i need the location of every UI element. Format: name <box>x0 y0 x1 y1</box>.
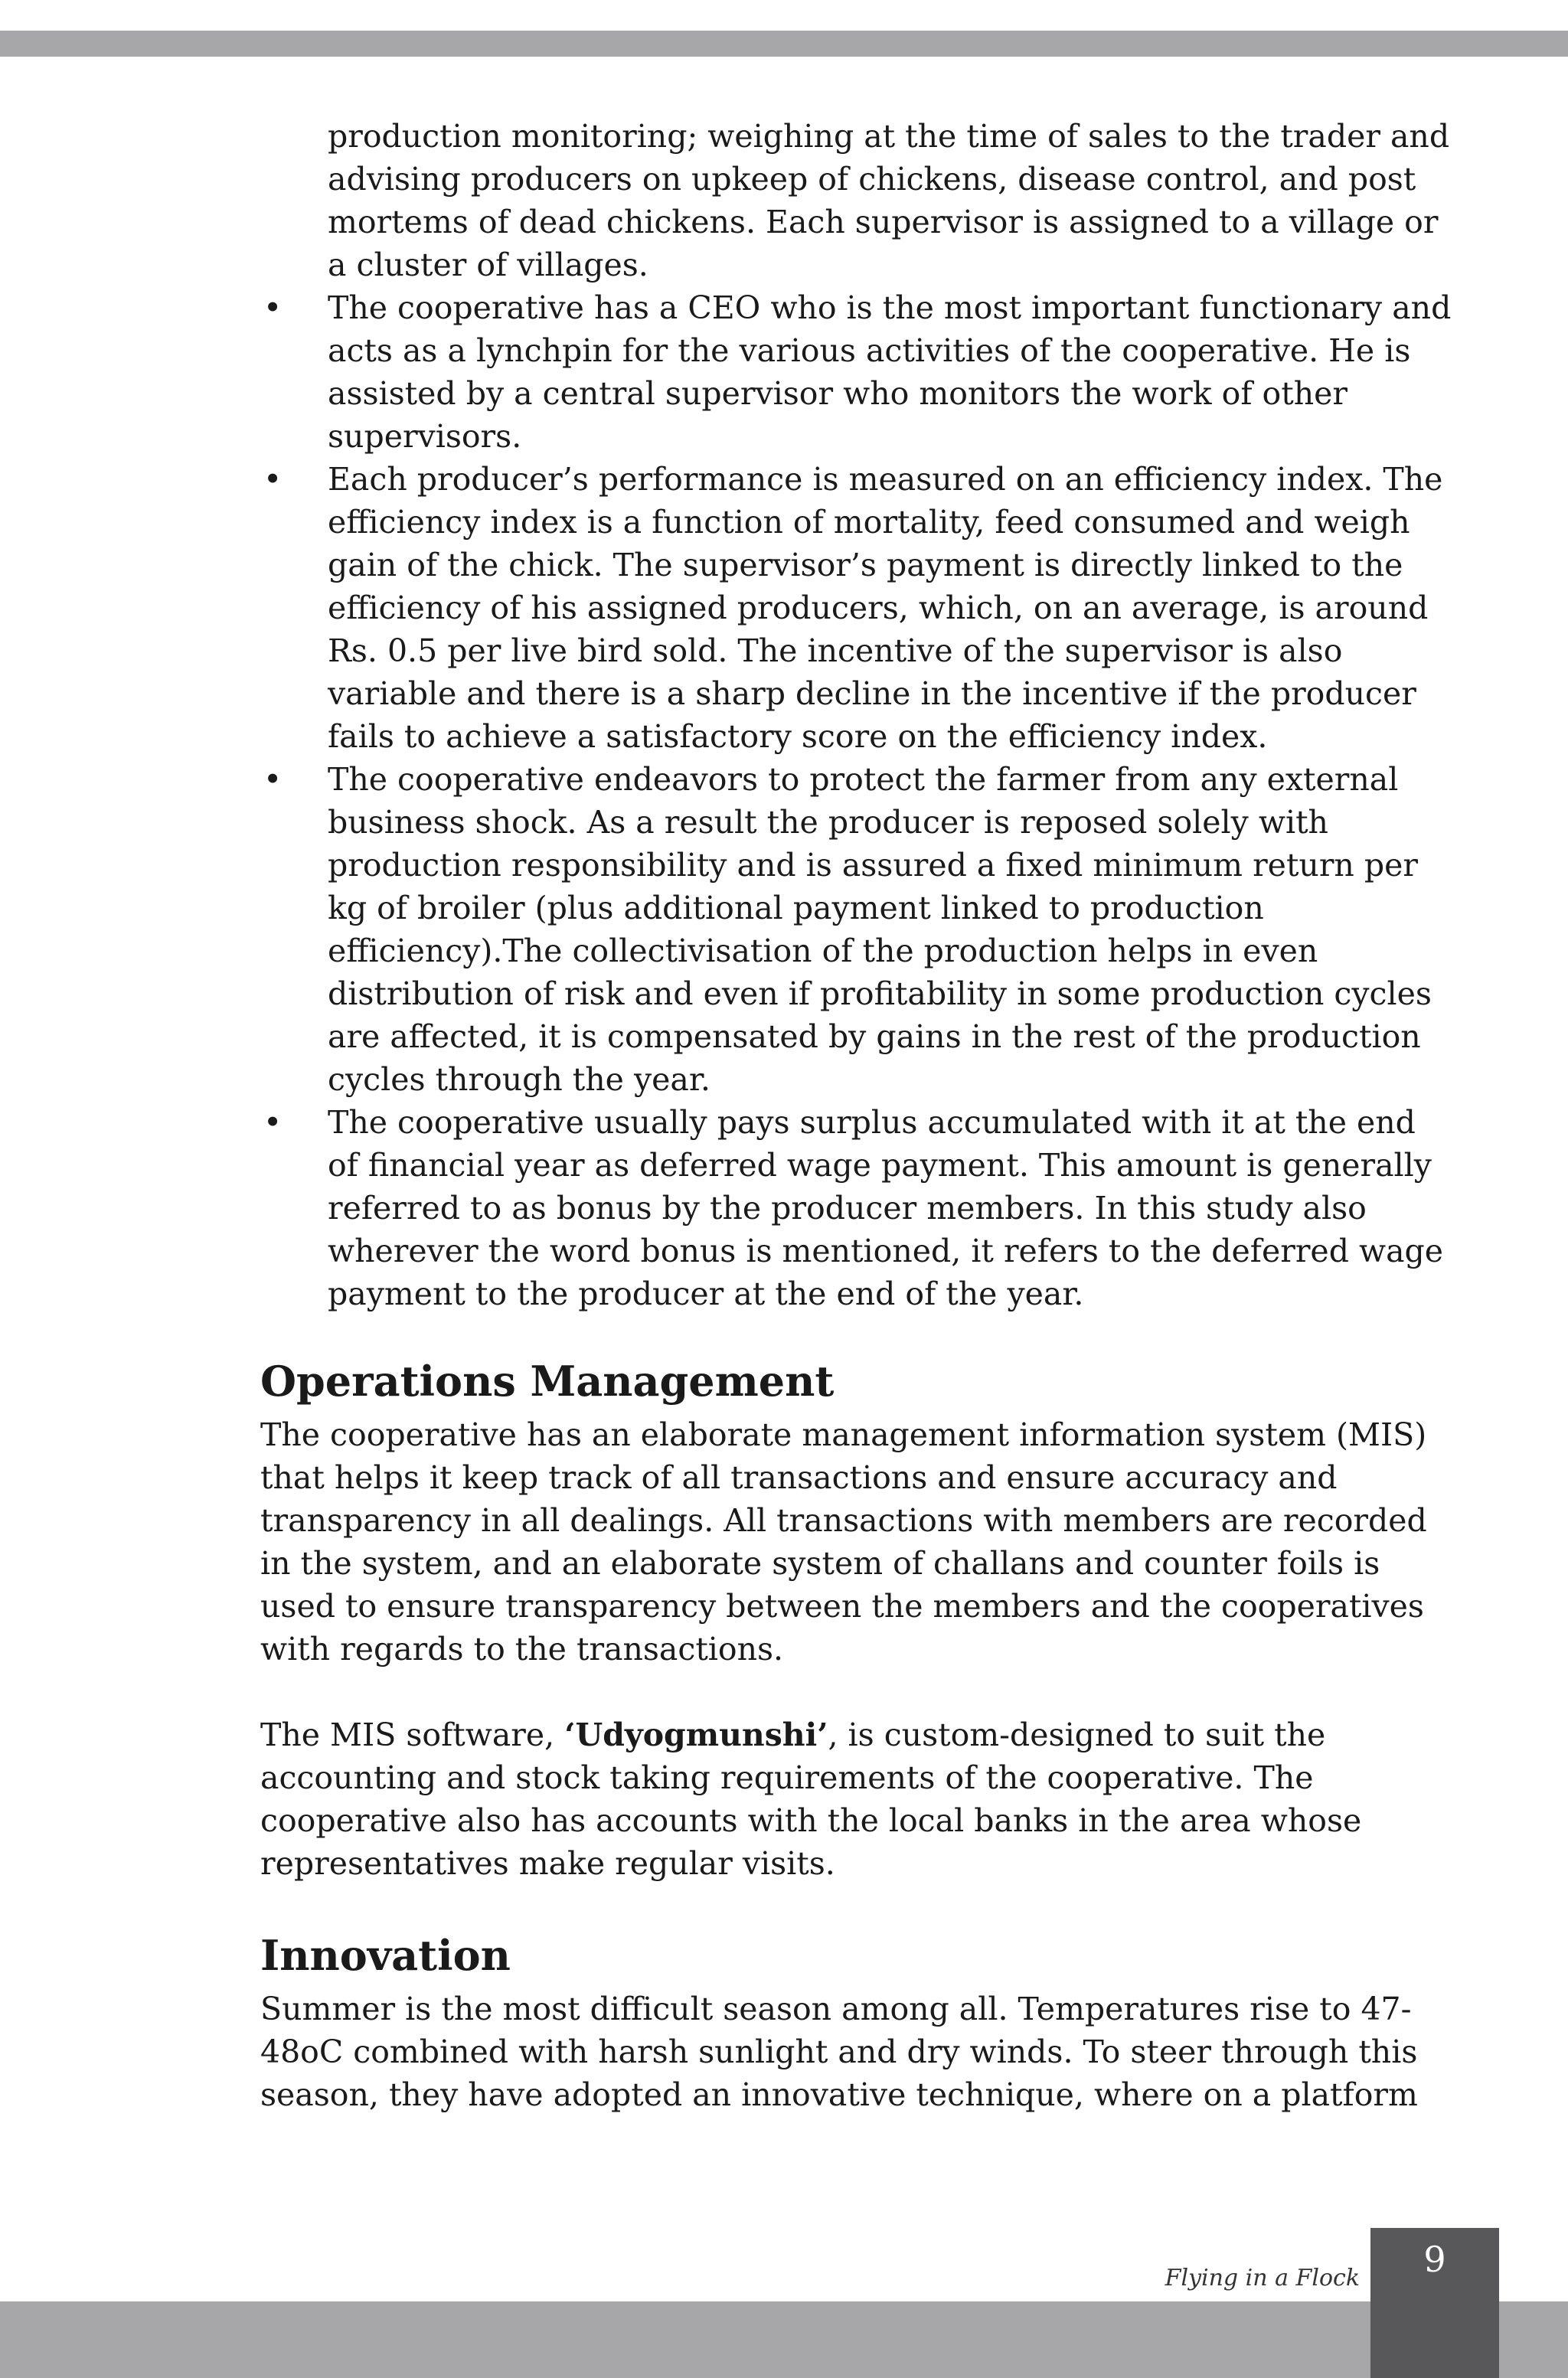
list-item <box>263 758 1455 1101</box>
innovation-paragraph: Summer is the most difficult season among all. Temperatures rise to 47-48oC combined with harsh sunlight and dry winds. To steer through this season, they have adopted an innovative technique, where on a platform <box>260 1991 1418 2113</box>
page-content <box>260 115 1455 2116</box>
bullet-icon: • <box>263 461 283 498</box>
list-item-text: The cooperative usually pays surplus accumulated with it at the end of financial year as deferred wage payment. This amount is generally referred to as bonus by the producer members. In this study also wherever the word bonus is mentioned, it refers to the deferred wage payment to the producer at the end of the year. <box>328 1104 1444 1312</box>
list-item-text: Each producer’s performance is measured on an efficiency index. The efficiency index is a function of mortality, feed consumed and weigh gain of the chick. The supervisor’s payment is directly linked to the efficiency of his assigned producers, which, on an average, is around Rs. 0.5 per live bird sold. The incentive of the supervisor is also variable and there is a sharp decline in the incentive if the producer fails to achieve a satisfactory score on the efficiency index. <box>328 461 1443 755</box>
list-item <box>263 286 1455 458</box>
page-number: 9 <box>1423 2239 1446 2280</box>
bullet-icon: • <box>263 1104 283 1141</box>
bullet-icon: • <box>263 761 283 798</box>
list-item <box>328 115 1455 286</box>
paragraph-text-prefix: The MIS software, <box>260 1717 565 1753</box>
list-item <box>263 1101 1455 1315</box>
paragraph-text-suffix: , is custom-designed to suit the accounting and stock taking requirements of the cooperative. The cooperative also has accounts with the local banks in the area whose representatives make regular visits. <box>260 1717 1362 1882</box>
list-item-text: production monitoring; weighing at the time of sales to the trader and advising producers on upkeep of chickens, disease control, and post mortems of dead chickens. Each supervisor is assigned to a village or a cluster of villages. <box>328 118 1450 283</box>
list-item-text: The cooperative endeavors to protect the farmer from any external business shock. As a result the producer is reposed solely with production responsibility and is assured a fixed minimum return per kg of broiler (plus additional payment linked to production efficiency).The collectivisation of the production helps in even distribution of risk and even if profitability in some production cycles are affected, it is compensated by gains in the rest of the production cycles through the year. <box>328 761 1432 1098</box>
list-item <box>263 458 1455 758</box>
bullet-list <box>260 115 1455 1315</box>
operations-heading: Operations Management <box>260 1357 835 1406</box>
footer-bar <box>0 2301 1568 2378</box>
footer-title: Flying in a Flock <box>1165 2265 1360 2291</box>
software-name: ‘Udyogmunshi’ <box>564 1717 828 1753</box>
page-number-box <box>1370 2228 1499 2378</box>
header-bar <box>0 31 1568 57</box>
operations-paragraph-2 <box>260 1713 1455 1885</box>
list-item-text: The cooperative has a CEO who is the most important functionary and acts as a lynchpin for the various activities of the cooperative. He is assisted by a central supervisor who monitors the work of other supervisors. <box>328 289 1452 455</box>
operations-paragraph-1: The cooperative has an elaborate management information system (MIS) that helps it keep track of all transactions and ensure accuracy and transparency in all dealings. All transactions with members are recorded in the system, and an elaborate system of challans and counter foils is used to ensure transparency between the members and the cooperatives with regards to the transactions. <box>260 1416 1427 1668</box>
bullet-icon: • <box>263 289 283 326</box>
innovation-heading: Innovation <box>260 1931 511 1980</box>
